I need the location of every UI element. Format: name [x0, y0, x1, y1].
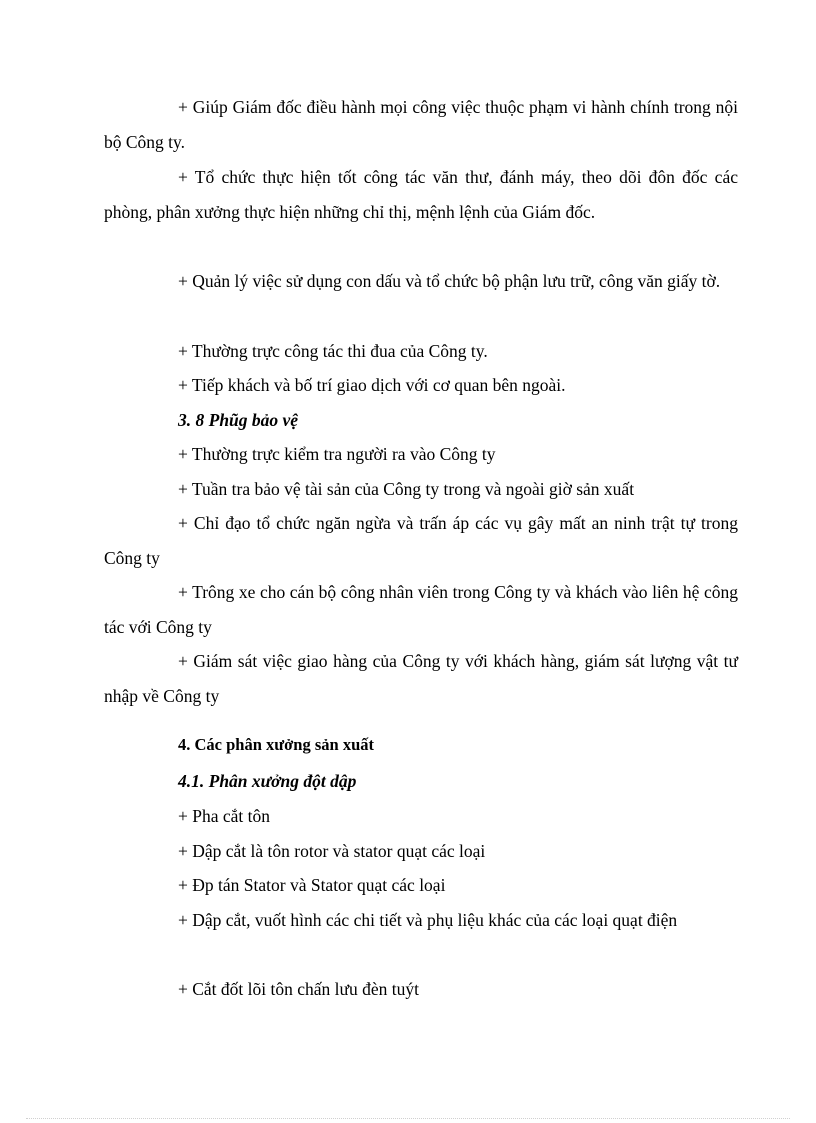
list-item: + Tuần tra bảo vệ tài sản của Công ty trong và ngoài giờ sản xuất: [178, 479, 635, 499]
footer-divider: [26, 1118, 790, 1119]
list-item: + Trông xe cho cán bộ công nhân viên trong Công ty và khách vào liên hệ công tác với Công ty: [104, 582, 738, 637]
paragraph-tiep-khach: + Tiếp khách và bố trí giao dịch với cơ quan bên ngoài.: [178, 375, 566, 395]
subsection-heading-dot-dap: 4.1. Phân xưởng đột dập: [178, 771, 357, 791]
list-item: + Dập cắt là tôn rotor và stator quạt các loại: [178, 841, 486, 861]
list-item: + Chỉ đạo tổ chức ngăn ngừa và trấn áp các vụ gây mất an ninh trật tự trong Công ty: [104, 513, 738, 568]
paragraph-to-chuc-van-thu: + Tổ chức thực hiện tốt công tác văn thư, đánh máy, theo dõi đôn đốc các phòng, phân xưởng thực hiện những chỉ thị, mệnh lệnh của Giám đốc.: [104, 167, 738, 222]
section-heading-bao-ve: 3. 8 Phũg bảo vệ: [178, 410, 299, 430]
paragraph-giup-giam-doc: + Giúp Giám đốc điều hành mọi công việc thuộc phạm vi hành chính trong nội bộ Công ty.: [104, 97, 738, 152]
paragraph-quan-ly-con-dau: + Quản lý việc sử dụng con dấu và tổ chức bộ phận lưu trữ, công văn giấy tờ.: [178, 271, 721, 291]
list-item: + Đp tán Stator và Stator quạt các loại: [178, 875, 446, 895]
list-item: + Thường trực kiểm tra người ra vào Công ty: [178, 444, 496, 464]
list-item: + Giám sát việc giao hàng của Công ty với khách hàng, giám sát lượng vật tư nhập về Công ty: [104, 651, 738, 706]
section-heading-phan-xuong: 4. Các phân xưởng sản xuất: [178, 735, 375, 754]
paragraph-thi-dua: + Thường trực công tác thi đua của Công ty.: [178, 341, 488, 361]
list-item: + Pha cắt tôn: [178, 806, 271, 826]
list-item: + Dập cắt, vuốt hình các chi tiết và phụ liệu khác của các loại quạt điện: [178, 910, 678, 930]
list-item: + Cắt đốt lõi tôn chấn lưu đèn tuýt: [178, 979, 419, 999]
